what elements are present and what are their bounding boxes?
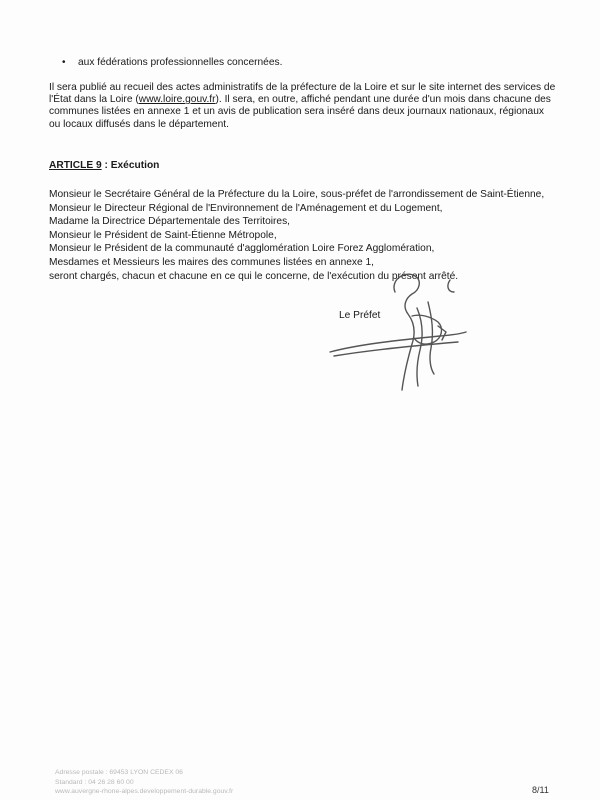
execution-item: Monsieur le Secrétaire Général de la Préfecture du la Loire, sous-préfet de l'arrondissement de Saint-Étienne, [49,189,545,200]
page-number: 8/11 [532,785,549,795]
signer-title: Le Préfet [339,310,381,321]
execution-item: Madame la Directrice Départementale des Territoires, [49,216,291,228]
article-heading [49,160,159,171]
article-label: ARTICLE 9 [49,160,102,171]
footer-contact [55,768,233,797]
execution-item: Monsieur le Directeur Régional de l'Environnement de l'Aménagement et du Logement, [49,202,443,214]
article-title: Exécution [110,160,160,171]
footer-phone: Standard : 04 26 28 60 00 [55,778,134,786]
execution-item: Monsieur le Président de Saint-Étienne Métropole, [49,229,277,241]
publication-line-3: communes listées en annexe 1 et un avis de publication sera inséré dans deux journaux nationaux, régionaux [49,106,544,118]
publication-paragraph [49,82,559,131]
prefect-signature [320,262,470,402]
bullet-item [62,57,282,69]
execution-item: Mesdames et Messieurs les maires des communes listées en annexe 1, [49,256,375,268]
article-separator: : [101,160,111,171]
bullet-glyph: • [62,57,66,68]
loire-website-link[interactable]: www.loire.gouv.fr [138,94,216,106]
footer-website[interactable]: www.auvergne-rhone-alpes.developpement-durable.gouv.fr [55,788,234,796]
execution-item: seront chargés, chacun et chacune en ce qui le concerne, de l'exécution du présent arrêté. [49,270,459,282]
execution-item: Monsieur le Président de la communauté d'agglomération Loire Forez Agglomération, [49,243,435,255]
publication-line-2 [49,94,559,106]
publication-line-2-end: ). Il sera, en outre, affiché pendant une durée d'un mois dans chacune des [215,94,551,106]
footer-address: Adresse postale : 69453 LYON CEDEX 06 [55,769,183,776]
publication-line-1: Il sera publié au recueil des actes administratifs de la préfecture de la Loire et sur le site internet des services de [49,82,556,93]
publication-line-4: ou locaux diffusés dans le département. [49,118,229,130]
bullet-text: aux fédérations professionnelles concernées. [78,57,283,68]
publication-line-2-start: l'État dans la Loire ( [49,94,139,106]
